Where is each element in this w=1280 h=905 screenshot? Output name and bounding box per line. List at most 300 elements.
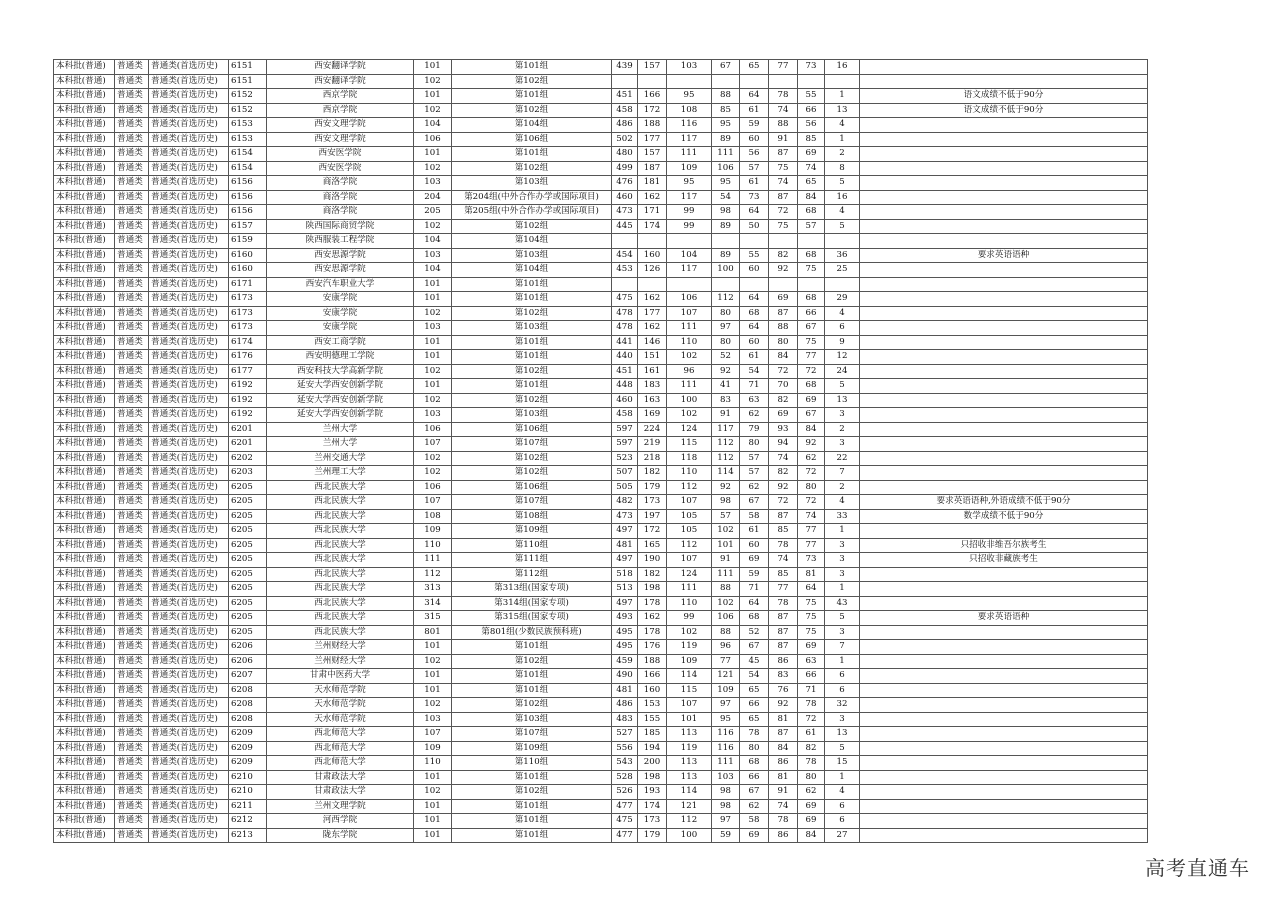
cell-batch: 本科批(普通) <box>54 756 115 771</box>
cell-english: 101 <box>712 538 740 553</box>
cell-batch: 本科批(普通) <box>54 524 115 539</box>
cell-rank-count: 33 <box>825 509 860 524</box>
cell-remark <box>860 219 1148 234</box>
cell-group-name: 第801组(少数民族预科班) <box>452 625 612 640</box>
cell-school-code: 6173 <box>229 321 267 336</box>
cell-category: 普通类 <box>115 437 149 452</box>
cell-rank-count: 4 <box>825 205 860 220</box>
cell-min-score: 473 <box>612 205 638 220</box>
cell-school-code: 6209 <box>229 741 267 756</box>
cell-subject-type: 普通类(首选历史) <box>149 669 229 684</box>
cell-group-name: 第102组 <box>452 161 612 176</box>
cell-math: 100 <box>667 393 712 408</box>
cell-group-name: 第313组(国家专项) <box>452 582 612 597</box>
table-row <box>54 756 1148 771</box>
cell-elective-2: 75 <box>798 596 825 611</box>
cell-school-name: 商洛学院 <box>267 190 414 205</box>
cell-subject-type: 普通类(首选历史) <box>149 683 229 698</box>
cell-school-name: 西北民族大学 <box>267 582 414 597</box>
cell-history: 68 <box>740 756 769 771</box>
cell-chinese: 178 <box>638 596 667 611</box>
table-row <box>54 335 1148 350</box>
cell-remark <box>860 466 1148 481</box>
cell-math: 110 <box>667 466 712 481</box>
cell-category: 普通类 <box>115 350 149 365</box>
cell-elective-1: 82 <box>769 393 798 408</box>
cell-math: 100 <box>667 828 712 843</box>
cell-category: 普通类 <box>115 509 149 524</box>
cell-subject-type: 普通类(首选历史) <box>149 205 229 220</box>
cell-group-name: 第110组 <box>452 756 612 771</box>
cell-min-score: 543 <box>612 756 638 771</box>
cell-subject-type: 普通类(首选历史) <box>149 466 229 481</box>
cell-min-score: 497 <box>612 524 638 539</box>
cell-math: 112 <box>667 480 712 495</box>
cell-chinese: 165 <box>638 538 667 553</box>
cell-batch: 本科批(普通) <box>54 712 115 727</box>
cell-school-code: 6205 <box>229 596 267 611</box>
cell-chinese: 162 <box>638 321 667 336</box>
cell-english: 102 <box>712 524 740 539</box>
cell-rank-count: 5 <box>825 176 860 191</box>
cell-rank-count: 7 <box>825 466 860 481</box>
cell-subject-type: 普通类(首选历史) <box>149 828 229 843</box>
cell-group-code: 101 <box>414 669 452 684</box>
cell-category: 普通类 <box>115 306 149 321</box>
cell-school-code: 6160 <box>229 263 267 278</box>
cell-min-score: 458 <box>612 408 638 423</box>
cell-elective-2: 80 <box>798 480 825 495</box>
cell-elective-2: 61 <box>798 727 825 742</box>
cell-min-score: 502 <box>612 132 638 147</box>
cell-remark <box>860 756 1148 771</box>
cell-rank-count: 5 <box>825 219 860 234</box>
cell-group-code: 101 <box>414 350 452 365</box>
cell-school-name: 西京学院 <box>267 89 414 104</box>
cell-english: 41 <box>712 379 740 394</box>
cell-category: 普通类 <box>115 176 149 191</box>
cell-group-code: 109 <box>414 741 452 756</box>
cell-school-code: 6156 <box>229 176 267 191</box>
cell-english: 89 <box>712 248 740 263</box>
table-row <box>54 364 1148 379</box>
table-row <box>54 161 1148 176</box>
cell-category: 普通类 <box>115 698 149 713</box>
cell-elective-2: 85 <box>798 132 825 147</box>
cell-remark <box>860 567 1148 582</box>
cell-chinese: 174 <box>638 219 667 234</box>
cell-school-code: 6192 <box>229 379 267 394</box>
cell-batch: 本科批(普通) <box>54 495 115 510</box>
cell-group-name: 第103组 <box>452 321 612 336</box>
cell-elective-2: 81 <box>798 567 825 582</box>
cell-elective-2: 73 <box>798 60 825 75</box>
cell-subject-type: 普通类(首选历史) <box>149 364 229 379</box>
cell-english <box>712 277 740 292</box>
table-row <box>54 582 1148 597</box>
cell-english: 77 <box>712 654 740 669</box>
cell-school-code: 6205 <box>229 553 267 568</box>
cell-chinese: 185 <box>638 727 667 742</box>
cell-min-score: 473 <box>612 509 638 524</box>
cell-min-score <box>612 234 638 249</box>
cell-elective-1: 94 <box>769 437 798 452</box>
cell-min-score: 526 <box>612 785 638 800</box>
cell-math: 109 <box>667 654 712 669</box>
cell-chinese: 151 <box>638 350 667 365</box>
cell-group-code: 101 <box>414 799 452 814</box>
cell-school-code: 6208 <box>229 712 267 727</box>
cell-min-score: 460 <box>612 393 638 408</box>
cell-english: 116 <box>712 727 740 742</box>
cell-elective-1: 85 <box>769 567 798 582</box>
cell-math: 96 <box>667 364 712 379</box>
cell-subject-type: 普通类(首选历史) <box>149 524 229 539</box>
cell-category: 普通类 <box>115 219 149 234</box>
table-row <box>54 321 1148 336</box>
cell-batch: 本科批(普通) <box>54 263 115 278</box>
cell-batch: 本科批(普通) <box>54 176 115 191</box>
cell-subject-type: 普通类(首选历史) <box>149 654 229 669</box>
cell-category: 普通类 <box>115 480 149 495</box>
table-row <box>54 596 1148 611</box>
table-row <box>54 437 1148 452</box>
cell-batch: 本科批(普通) <box>54 741 115 756</box>
cell-remark: 要求英语语种 <box>860 611 1148 626</box>
cell-elective-2: 80 <box>798 770 825 785</box>
cell-group-code: 102 <box>414 219 452 234</box>
cell-remark <box>860 364 1148 379</box>
cell-group-code: 102 <box>414 785 452 800</box>
cell-school-name: 西北民族大学 <box>267 596 414 611</box>
cell-history: 69 <box>740 553 769 568</box>
cell-elective-2: 69 <box>798 640 825 655</box>
cell-subject-type: 普通类(首选历史) <box>149 263 229 278</box>
cell-group-name: 第102组 <box>452 451 612 466</box>
table-row <box>54 306 1148 321</box>
cell-subject-type: 普通类(首选历史) <box>149 176 229 191</box>
cell-subject-type: 普通类(首选历史) <box>149 698 229 713</box>
cell-remark <box>860 741 1148 756</box>
cell-remark <box>860 263 1148 278</box>
cell-group-name: 第204组(中外合作办学或国际项目) <box>452 190 612 205</box>
cell-rank-count <box>825 234 860 249</box>
cell-school-code: 6205 <box>229 611 267 626</box>
cell-rank-count: 12 <box>825 350 860 365</box>
cell-school-name: 陇东学院 <box>267 828 414 843</box>
cell-batch: 本科批(普通) <box>54 480 115 495</box>
table-row <box>54 625 1148 640</box>
cell-math: 107 <box>667 495 712 510</box>
cell-history: 56 <box>740 147 769 162</box>
cell-min-score: 477 <box>612 828 638 843</box>
cell-rank-count: 16 <box>825 190 860 205</box>
table-row <box>54 567 1148 582</box>
cell-math: 114 <box>667 669 712 684</box>
cell-math: 102 <box>667 625 712 640</box>
table-row <box>54 509 1148 524</box>
cell-min-score: 475 <box>612 814 638 829</box>
cell-school-code: 6207 <box>229 669 267 684</box>
cell-history: 65 <box>740 60 769 75</box>
cell-chinese: 157 <box>638 147 667 162</box>
cell-school-name: 西北师范大学 <box>267 756 414 771</box>
cell-history <box>740 74 769 89</box>
cell-elective-1: 69 <box>769 408 798 423</box>
cell-math: 113 <box>667 727 712 742</box>
cell-school-name: 商洛学院 <box>267 205 414 220</box>
cell-school-code: 6203 <box>229 466 267 481</box>
cell-group-code: 110 <box>414 756 452 771</box>
cell-history: 55 <box>740 248 769 263</box>
cell-chinese: 153 <box>638 698 667 713</box>
cell-history: 60 <box>740 538 769 553</box>
cell-subject-type: 普通类(首选历史) <box>149 103 229 118</box>
cell-elective-2: 78 <box>798 698 825 713</box>
cell-elective-2: 74 <box>798 161 825 176</box>
cell-batch: 本科批(普通) <box>54 292 115 307</box>
cell-math <box>667 234 712 249</box>
cell-group-name: 第103组 <box>452 176 612 191</box>
cell-rank-count: 5 <box>825 611 860 626</box>
table-row <box>54 219 1148 234</box>
cell-subject-type: 普通类(首选历史) <box>149 379 229 394</box>
table-row <box>54 190 1148 205</box>
cell-school-name: 兰州文理学院 <box>267 799 414 814</box>
cell-subject-type: 普通类(首选历史) <box>149 132 229 147</box>
cell-english: 114 <box>712 466 740 481</box>
cell-school-code: 6173 <box>229 292 267 307</box>
cell-remark <box>860 640 1148 655</box>
cell-batch: 本科批(普通) <box>54 219 115 234</box>
table-row <box>54 466 1148 481</box>
cell-elective-1: 70 <box>769 379 798 394</box>
cell-batch: 本科批(普通) <box>54 306 115 321</box>
cell-group-code: 103 <box>414 176 452 191</box>
table-row <box>54 118 1148 133</box>
cell-elective-2: 66 <box>798 669 825 684</box>
cell-chinese: 169 <box>638 408 667 423</box>
cell-history: 62 <box>740 480 769 495</box>
cell-school-name: 西安翻译学院 <box>267 74 414 89</box>
table-row <box>54 350 1148 365</box>
cell-min-score: 460 <box>612 190 638 205</box>
cell-rank-count: 5 <box>825 741 860 756</box>
cell-english: 98 <box>712 799 740 814</box>
cell-group-name: 第101组 <box>452 60 612 75</box>
cell-group-name: 第106组 <box>452 132 612 147</box>
cell-min-score: 481 <box>612 538 638 553</box>
cell-elective-2: 66 <box>798 306 825 321</box>
cell-batch: 本科批(普通) <box>54 770 115 785</box>
cell-subject-type: 普通类(首选历史) <box>149 422 229 437</box>
cell-elective-1: 78 <box>769 89 798 104</box>
cell-group-name: 第106组 <box>452 422 612 437</box>
cell-math: 101 <box>667 712 712 727</box>
cell-group-code: 106 <box>414 480 452 495</box>
cell-english: 103 <box>712 770 740 785</box>
cell-chinese: 160 <box>638 683 667 698</box>
cell-elective-2: 69 <box>798 799 825 814</box>
cell-elective-2: 68 <box>798 205 825 220</box>
cell-min-score <box>612 277 638 292</box>
cell-history: 68 <box>740 306 769 321</box>
cell-subject-type: 普通类(首选历史) <box>149 437 229 452</box>
cell-group-name: 第104组 <box>452 263 612 278</box>
cell-subject-type: 普通类(首选历史) <box>149 495 229 510</box>
table-row <box>54 741 1148 756</box>
cell-math: 105 <box>667 509 712 524</box>
cell-category: 普通类 <box>115 567 149 582</box>
cell-english: 112 <box>712 451 740 466</box>
cell-history: 58 <box>740 814 769 829</box>
cell-elective-2: 57 <box>798 219 825 234</box>
cell-group-code: 103 <box>414 248 452 263</box>
cell-school-name: 甘肃中医药大学 <box>267 669 414 684</box>
cell-elective-2: 75 <box>798 335 825 350</box>
cell-elective-2: 84 <box>798 190 825 205</box>
cell-remark <box>860 625 1148 640</box>
cell-math: 124 <box>667 567 712 582</box>
cell-elective-2: 68 <box>798 292 825 307</box>
cell-rank-count: 4 <box>825 306 860 321</box>
cell-subject-type: 普通类(首选历史) <box>149 147 229 162</box>
cell-subject-type: 普通类(首选历史) <box>149 538 229 553</box>
cell-elective-1: 87 <box>769 306 798 321</box>
cell-batch: 本科批(普通) <box>54 683 115 698</box>
cell-rank-count: 3 <box>825 538 860 553</box>
cell-rank-count: 13 <box>825 727 860 742</box>
cell-elective-2 <box>798 74 825 89</box>
cell-english: 80 <box>712 306 740 321</box>
cell-batch: 本科批(普通) <box>54 248 115 263</box>
cell-batch: 本科批(普通) <box>54 60 115 75</box>
cell-elective-2: 68 <box>798 379 825 394</box>
cell-elective-2: 67 <box>798 408 825 423</box>
cell-category: 普通类 <box>115 408 149 423</box>
cell-rank-count: 43 <box>825 596 860 611</box>
cell-group-code: 106 <box>414 422 452 437</box>
cell-school-code: 6174 <box>229 335 267 350</box>
cell-english: 111 <box>712 147 740 162</box>
cell-remark <box>860 234 1148 249</box>
cell-category: 普通类 <box>115 422 149 437</box>
cell-subject-type: 普通类(首选历史) <box>149 582 229 597</box>
cell-batch: 本科批(普通) <box>54 625 115 640</box>
cell-history: 69 <box>740 828 769 843</box>
table-row <box>54 611 1148 626</box>
cell-min-score: 454 <box>612 248 638 263</box>
cell-elective-2: 64 <box>798 582 825 597</box>
cell-english: 92 <box>712 364 740 379</box>
cell-elective-2: 63 <box>798 654 825 669</box>
cell-chinese: 161 <box>638 364 667 379</box>
cell-min-score: 486 <box>612 118 638 133</box>
cell-elective-1: 74 <box>769 103 798 118</box>
cell-group-name: 第101组 <box>452 350 612 365</box>
cell-chinese: 160 <box>638 248 667 263</box>
cell-english: 111 <box>712 756 740 771</box>
cell-math: 115 <box>667 683 712 698</box>
cell-min-score: 486 <box>612 698 638 713</box>
cell-elective-2: 77 <box>798 538 825 553</box>
watermark-text: 高考直通车 <box>1145 856 1250 880</box>
cell-elective-2: 78 <box>798 756 825 771</box>
cell-math: 117 <box>667 132 712 147</box>
cell-math: 111 <box>667 147 712 162</box>
cell-category: 普通类 <box>115 712 149 727</box>
cell-history: 68 <box>740 611 769 626</box>
cell-school-name: 西安思源学院 <box>267 248 414 263</box>
cell-min-score: 528 <box>612 770 638 785</box>
table-row <box>54 553 1148 568</box>
cell-rank-count: 1 <box>825 770 860 785</box>
cell-school-code: 6206 <box>229 654 267 669</box>
cell-min-score: 482 <box>612 495 638 510</box>
cell-rank-count: 16 <box>825 60 860 75</box>
cell-rank-count <box>825 277 860 292</box>
cell-history: 54 <box>740 364 769 379</box>
cell-history: 61 <box>740 524 769 539</box>
cell-school-code: 6173 <box>229 306 267 321</box>
cell-category: 普通类 <box>115 248 149 263</box>
cell-min-score: 513 <box>612 582 638 597</box>
cell-category: 普通类 <box>115 582 149 597</box>
table-body <box>54 60 1148 843</box>
cell-rank-count: 3 <box>825 625 860 640</box>
cell-school-name: 安康学院 <box>267 306 414 321</box>
cell-remark: 数学成绩不低于90分 <box>860 509 1148 524</box>
cell-subject-type: 普通类(首选历史) <box>149 625 229 640</box>
cell-category: 普通类 <box>115 553 149 568</box>
cell-school-name: 西北民族大学 <box>267 567 414 582</box>
cell-math: 112 <box>667 538 712 553</box>
cell-math: 121 <box>667 799 712 814</box>
cell-english: 91 <box>712 553 740 568</box>
cell-group-name: 第101组 <box>452 669 612 684</box>
cell-group-code: 103 <box>414 712 452 727</box>
cell-group-name: 第102组 <box>452 219 612 234</box>
cell-remark: 要求英语语种,外语成绩不低于90分 <box>860 495 1148 510</box>
cell-group-name: 第315组(国家专项) <box>452 611 612 626</box>
cell-subject-type: 普通类(首选历史) <box>149 567 229 582</box>
cell-school-name: 西北师范大学 <box>267 741 414 756</box>
cell-remark <box>860 451 1148 466</box>
cell-elective-1: 78 <box>769 538 798 553</box>
cell-group-name: 第107组 <box>452 437 612 452</box>
cell-rank-count: 13 <box>825 393 860 408</box>
cell-category: 普通类 <box>115 495 149 510</box>
cell-group-name: 第103组 <box>452 408 612 423</box>
cell-subject-type: 普通类(首选历史) <box>149 277 229 292</box>
cell-group-code: 107 <box>414 727 452 742</box>
cell-elective-2: 65 <box>798 176 825 191</box>
cell-school-name: 延安大学西安创新学院 <box>267 393 414 408</box>
cell-elective-1: 74 <box>769 553 798 568</box>
cell-math: 99 <box>667 611 712 626</box>
cell-english: 112 <box>712 437 740 452</box>
cell-min-score: 439 <box>612 60 638 75</box>
cell-group-code: 801 <box>414 625 452 640</box>
cell-category: 普通类 <box>115 74 149 89</box>
cell-chinese: 194 <box>638 741 667 756</box>
cell-group-name: 第102组 <box>452 466 612 481</box>
cell-group-name: 第101组 <box>452 335 612 350</box>
cell-category: 普通类 <box>115 596 149 611</box>
table-row <box>54 727 1148 742</box>
cell-subject-type: 普通类(首选历史) <box>149 161 229 176</box>
cell-group-code: 109 <box>414 524 452 539</box>
